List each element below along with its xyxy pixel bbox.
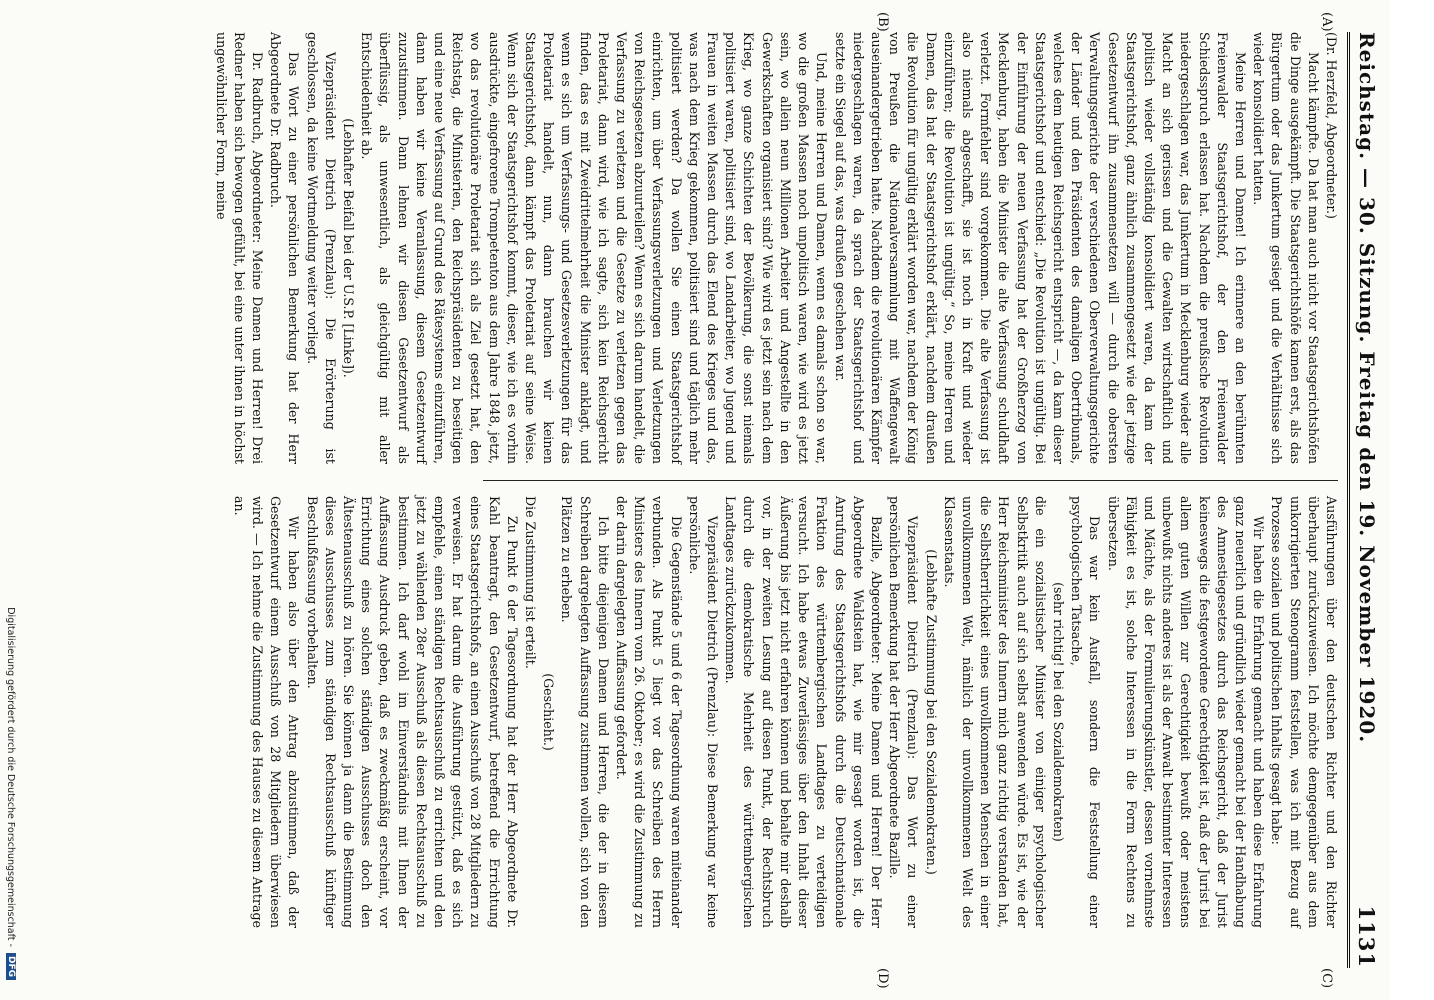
left-column [211,32,1340,464]
left-column-paragraph: Dr. Radbruch, Abgeordneter: Meine Damen und Herren! Drei Redner haben sich bewogen gefühlt, bei eine unter ihnen in höchst ungewöhnlicher Form, meine [213,32,266,464]
left-column-paragraph: (Dr. Herzfeld, Abgeordneter.) [1324,32,1339,219]
margin-marker-c: (C) [1319,968,1334,989]
page-header [1347,32,1384,968]
page-title: Reichstag. — 30. Sitzung. Freitag den 19. November 1920. [1355,32,1379,744]
right-column-paragraph: Zu Punkt 6 der Tagesordnung hat der Herr Abgeordnete Dr. Kahl beantragt, den Gesetzentwurf, betreffend die Errichtung eines Staatsgerichtshofs, an einen Ausschuß von 28 Mitgliedern zu verweisen. Er hat darum die Ausführung gestützt, daß es sich empfehle, einen ständigen Rechtsausschuß zu errichten und den jetzt zu wählenden 28er Ausschuß als diesen Rechtsausschuß zu bestimmen. Ich darf wohl im Einverständnis mit Ihnen der Auffassung Ausdruck geben, daß es zweckmäßig erscheint, vor Errichtung eines solchen ständigen Ausschusses doch den Ältestenausschuß zu hören. Sie können ja dann die Bestimmung dieses Ausschusses zum ständigen Rechtsausschuß künftiger Beschlußfassung vorbehalten. [304,496,520,928]
right-column-paragraph: die ein sozialistischer Minister von einiger psychologischer Selbstkritik auch auf sich selbst anwenden würde. Es ist, wie der Herr Reichsminister des Innern mich ganz richtig verstanden hat, die Selbstherrlichkeit eines unvollkommenen Menschen in einer unvollkommenen Welt, nämlich der unvollkommenen Welt des Klassenstaats. [941,496,1048,928]
right-column-paragraph: Ausführungen über den deutschen Richter und den Richter überhaupt zurückzuweisen. Ich möchte demgegenüber aus dem unkorrigierten Stenogramm feststellen, was ich mit Bezug auf Prozesse sozialen und politischen Inhalts gesagt habe: [1269,496,1339,928]
dfg-logo: DFG [6,953,16,980]
digitization-footer [2,0,20,1000]
right-column-paragraph: Vizepräsident Dietrich (Prenzlau): Das Wort zu einer persönlichen Bemerkung hat der Herr Abgeordnete Bazille. [887,496,921,928]
right-column-paragraph: (sehr richtig! bei den Sozialdemokraten) [1050,582,1066,842]
left-column-paragraph: (Lebhafter Beifall bei der U.S.P. [Linke]). [341,118,357,378]
right-column-paragraph: Wir haben also über den Antrag abzustimmen, daß der Gesetzentwurf einem Ausschuß von 28 Mitgliedern überwiesen wird. — Ich nehme die Zustimmung des Hauses zu diesem Antrage an. [231,496,302,928]
left-column-paragraph: Vizepräsident Dietrich (Prenzlau): Die Erörterung ist geschlossen, da keine Wortmeldung weiter vorliegt. [304,32,338,464]
margin-marker-a: (A) [1319,12,1334,32]
left-column-paragraph: Meine Herren und Damen! Ich erinnere an den berühmten Freienwalder Staatsgerichtshof, der den Freienwalder Schiedsspruch erlassen hat. Nachdem die preußische Revolution niedergeschlagen war, das Junkertum in Mecklenburg wieder alle Macht an sich gerissen und die Gewalten wirtschaftlich und politisch wieder vollständig konsolidiert waren, da kam der Staatsgerichtshof, ganz ähnlich zusammengesetzt wie der jetzige Gesetzentwurf ihn zusammensetzen will — durch die obersten Verwaltungsgerichte der verschiedenen Oberverwaltungsgerichte der Länder und den Präsidenten des damaligen Obertribunals, welches dem heutigen Reichsgericht entspricht —, da kam dieser Staatsgerichtshof und entschied: „Die Revolution ist ungültig. Bei der Einführung der neuen Verfassung hat der Großherzog von Mecklenburg, haben die Minister die alte Verfassung schuldhaft verletzt. Formfehler sind vorgekommen. Die alte Verfassung ist also niemals abgeschafft, sie ist noch in Kraft und wieder einzuführen; die Revolution ist ungültig.“ So, meine Herren und Damen, das hat der Staatsgerichtshof erklärt, nachdem draußen die Revolution für ungültig erklärt worden war, nachdem der König von Preußen die Nationalversammlung mit Waffengewalt auseinandergetrieben hatte. Nachdem die revolutionären Kämpfer niedergeschlagen waren, da sprach der Staatsgerichtshof und setzte ein Siegel auf das, was draußen geschehen war. [832,32,1248,464]
right-column [230,496,1340,928]
right-column-paragraph: Bazille, Abgeordneter: Meine Damen und Herren! Der Herr Abgeordnete Waldstein hat, wie mir gesagt worden ist, die Anrufung des Staatsgerichtshofs durch die Deutschnationale Fraktion des württembergischen Landtages zu verteidigen versucht. Ich habe etwas Zuverlässiges über den Inhalt dieser Äußerung bis jetzt nicht erfahren können und behalte mir deshalb vor, in der zweiten Lesung auf diesen Punkt, der Rechtsbruch durch die demokratische Mehrheit des württembergischen Landtages zurückzukommen. [723,496,884,928]
right-column-paragraph: Vizepräsident Dietrich (Prenzlau): Diese Bemerkung war keine persönliche. [686,496,721,928]
column-divider [483,480,1338,481]
right-column-paragraph: (Geschieht.) [541,673,557,751]
right-column-paragraph: Die Gegenstände 5 und 6 der Tagesordnung waren miteinander verbunden. Als Punkt 5 liegt vor das Schreiben des Herrn Ministers des Innern vom 26. Oktober; es wird die Zustimmung zu der darin dargelegten Auffassung gefordert. [614,496,684,928]
margin-marker-b: (B) [875,12,890,32]
right-column-paragraph: Ich bitte diejenigen Damen und Herren, die der in diesem Schreiben dargelegten Auffassung zustimmen wollen, sich von den Plätzen zu erheben. [559,496,611,928]
left-column-paragraph: Und, meine Herren und Damen, wenn es damals schon so war, wo die großen Massen noch unpolitisch waren, wie wird es jetzt sein, wo allein neun Millionen Arbeiter und Angestellte in den Gewerkschaften organisiert sind? Wie wird es jetzt sein nach dem Krieg, wo ganze Schichten der Bevölkerung, die sonst niemals politisiert waren, politisiert sind, wo Landarbeiter, wo Jugend und Frauen in weiten Massen durch das Elend des Krieges und das, was nach dem Krieg gekommen, politisiert sind und täglich mehr politisiert werden? Da wollen Sie einen Staatsgerichtshof einrichten, um über Verfassungsverletzungen und Verletzungen von Reichsgesetzen abzuurteilen? Wenn es sich darum handelt, die Verfassung zu verletzen und die Gesetze zu verletzen gegen das Proletariat, dann wird, wie ich sagte, sich kein Reichsgericht finden, das es mit Zweidrittelmehrheit die Minister anklagt, und wenn es sich um Verfassungs- und Gesetzesverletzungen für das Proletariat handelt, nun, dann brauchen wir keinen Staatsgerichtshof, dann kämpft das Proletariat auf seine Weise. Wenn sich der Staatsgerichtshof kommt, dieser, wie ich es vorhin ausdrückte, eingefrorene Trompetenton aus dem Jahre 1848, jetzt, wo das revolutionäre Proletariat sich als Ziel gesetzt hat, den Reichstag, die Ministerien, den Reichspräsidenten zu beseitigen und eine neue Verfassung auf Grund des Rätesystems einzuführen, dann haben wir keine Veranlassung, diesem Gesetzentwurf zuzustimmen. Dann lehnen wir diesen Gesetzentwurf als überflüssig, als unwesentlich, als gleichgültig mit aller Entschiedenheit ab. [359,32,830,464]
left-column-paragraph: Macht kämpfte. Da hat man auch nicht vor Staatsgerichtshöfen die Dinge ausgekämpft. Die Staatsgerichtshöfe kamen erst, als das Bürgertum oder das Junkertum gesiegt und die Verhältnisse sich wieder konsolidiert hatten. [1251,32,1321,464]
left-column-paragraph: Das Wort zu einer persönlichen Bemerkung hat der Herr Abgeordnete Dr. Radbruch. [268,32,302,464]
right-column-paragraph: Wir haben die Erfahrung gemacht und haben diese Erfahrung ganz neuerlich und gründlich wieder gemacht bei der Handhabung des Amnestiegesetzes durch das Reichsgericht, daß der Jurist keineswegs die festgewordene Gerechtigkeit ist, daß der Jurist bei allem guten Willen zur Gerechtigkeit bewußt oder meistens unbewußt nichts anderes ist als der Anwalt bestimmter Interessen und Mächte, als der Formulierungskünstler, dessen vornehmste Fähigkeit es ist, solche Interessen in die Form Rechtens zu übersetzen. [1105,496,1267,928]
footer-text: Digitalisierung gefördert durch die Deutsche Forschungsgemeinschaft - [5,607,17,947]
right-column-paragraph: Das war kein Ausfall, sondern die Feststellung einer psychologischen Tatsache, [1069,496,1103,928]
page-number: 1131 [1354,905,1380,968]
right-column-paragraph: Die Zustimmung ist erteilt. [523,496,539,669]
right-column-paragraph: (Lebhafte Zustimmung bei den Sozialdemokraten.) [923,549,939,875]
margin-marker-d: (D) [875,968,890,989]
